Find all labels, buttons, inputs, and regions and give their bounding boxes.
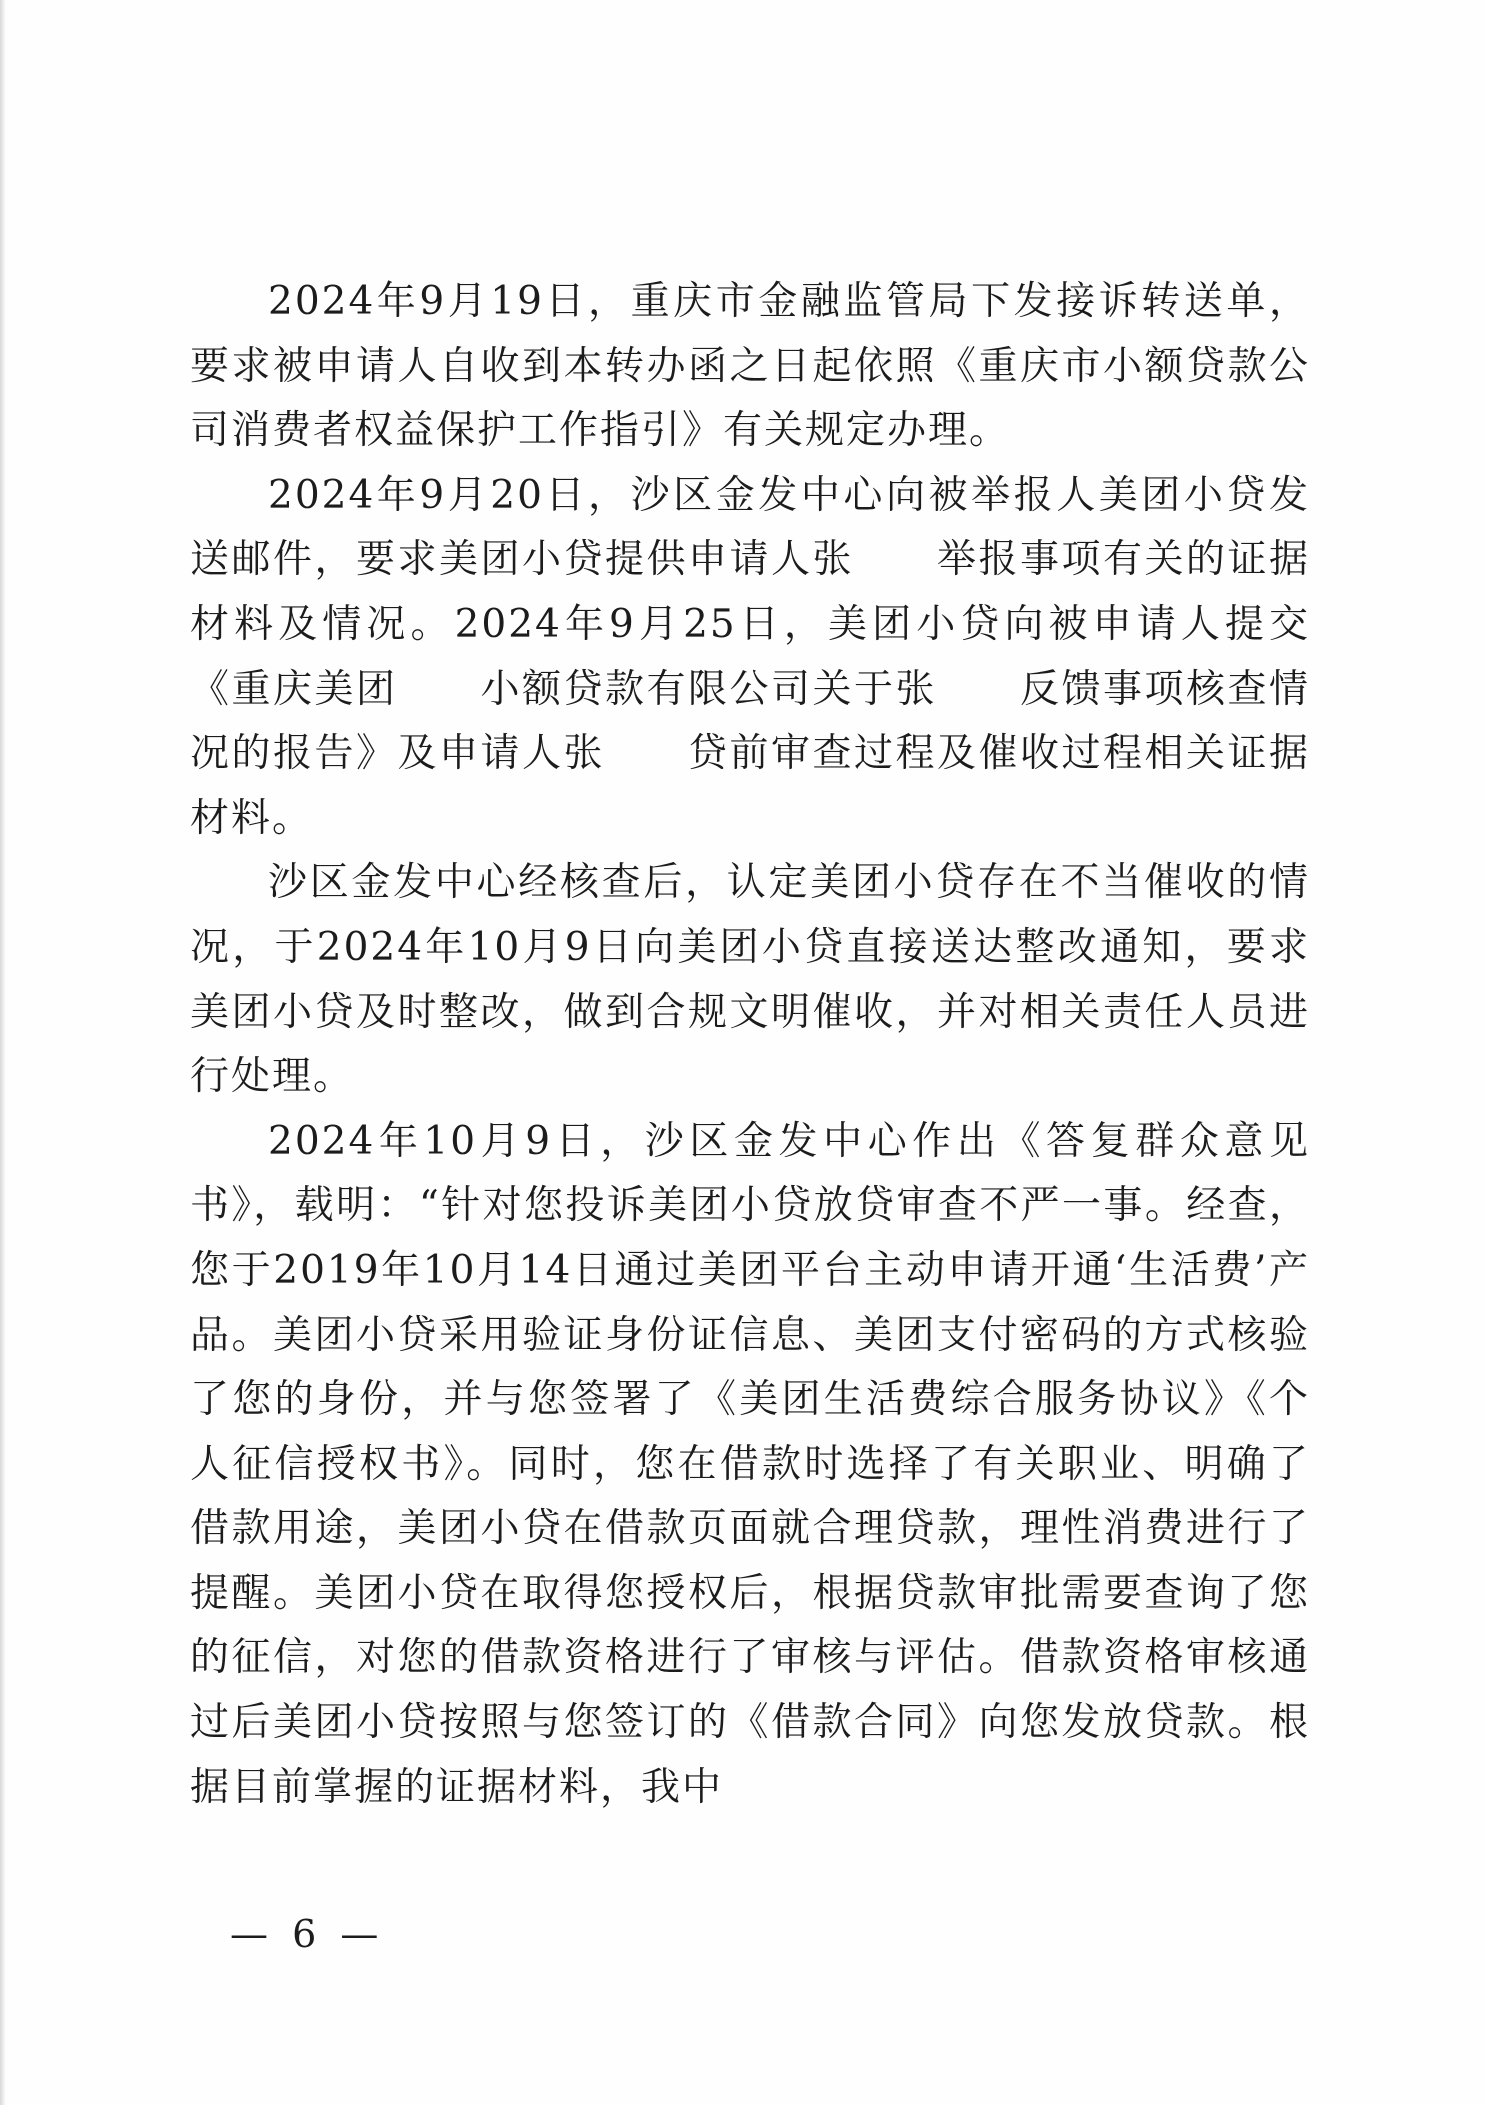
scan-edge-shadow — [0, 0, 6, 2105]
paragraph-evidence-request: 2024年9月20日，沙区金发中心向被举报人美团小贷发送邮件，要求美团小贷提供申请人张 举报事项有关的证据材料及情况。2024年9月25日，美团小贷向被申请人提交《重庆美团 小额贷款有限公司关于张 反馈事项核查情况的报告》及申请人张 贷前审查过程及催收过程相关证据材料。 — [190, 472, 1310, 841]
page-number: — 6 — — [230, 1912, 385, 1956]
document-body — [190, 270, 1310, 1820]
paragraph-rectification-notice: 沙区金发中心经核查后，认定美团小贷存在不当催收的情况，于2024年10月9日向美团小贷直接送达整改通知，要求美团小贷及时整改，做到合规文明催收，并对相关责任人员进行处理。 — [190, 860, 1310, 1100]
paragraph-reply-opinion: 2024年10月9日，沙区金发中心作出《答复群众意见书》，载明：“针对您投诉美团小贷放贷审查不严一事。经查，您于2019年10月14日通过美团平台主动申请开通‘生活费’产品。美团小贷采用验证身份证信息、美团支付密码的方式核验了您的身份，并与您签署了《美团生活费综合服务协议》《个人征信授权书》。同时，您在借款时选择了有关职业、明确了借款用途，美团小贷在借款页面就合理贷款，理性消费进行了提醒。美团小贷在取得您授权后，根据贷款审批需要查询了您的征信，对您的借款资格进行了审核与评估。借款资格审核通过后美团小贷按照与您签订的《借款合同》向您发放贷款。根据目前掌握的证据材料，我中 — [190, 1118, 1310, 1810]
paragraph-complaint-transfer: 2024年9月19日，重庆市金融监管局下发接诉转送单，要求被申请人自收到本转办函之日起依照《重庆市小额贷款公司消费者权益保护工作指引》有关规定办理。 — [190, 279, 1310, 454]
